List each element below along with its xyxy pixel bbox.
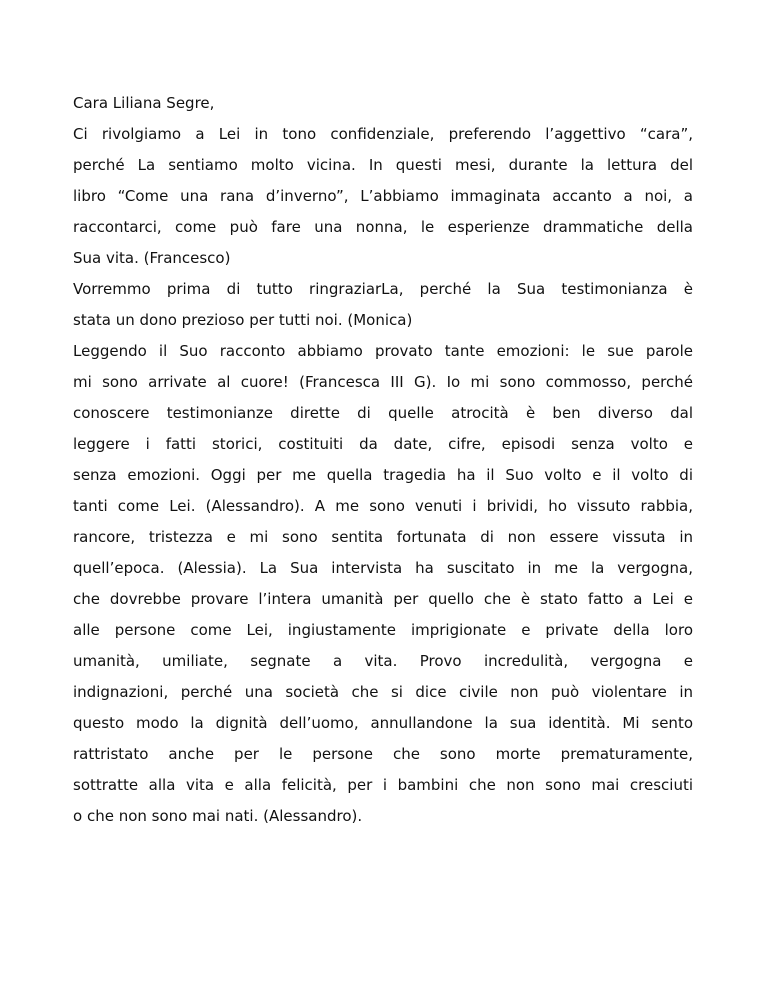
salutation-line: Cara Liliana Segre, — [73, 94, 215, 112]
text-line: conoscere testimonianze dirette di quelle atrocità è ben diverso dal — [73, 404, 693, 422]
text-line: leggere i fatti storici, costituiti da date, cifre, episodi senza volto e — [73, 435, 693, 453]
text-line: indignazioni, perché una società che si dice civile non può violentare in — [73, 683, 693, 701]
text-line: perché La sentiamo molto vicina. In questi mesi, durante la lettura del — [73, 156, 693, 174]
text-line: che dovrebbe provare l’intera umanità per quello che è stato fatto a Lei e — [73, 590, 693, 608]
text-line: sottratte alla vita e alla felicità, per i bambini che non sono mai cresciuti — [73, 776, 693, 794]
text-line: mi sono arrivate al cuore! (Francesca III G). Io mi sono commosso, perché — [73, 373, 693, 391]
letter-body — [73, 88, 693, 832]
text-line: raccontarci, come può fare una nonna, le esperienze drammatiche della — [73, 218, 693, 236]
text-line: Vorremmo prima di tutto ringraziarLa, perché la Sua testimonianza è — [73, 280, 693, 298]
text-line: Sua vita. (Francesco) — [73, 249, 231, 267]
text-line: umanità, umiliate, segnate a vita. Provo incredulità, vergogna e — [73, 652, 693, 670]
text-line: o che non sono mai nati. (Alessandro). — [73, 807, 363, 825]
text-line: tanti come Lei. (Alessandro). A me sono venuti i brividi, ho vissuto rabbia, — [73, 497, 693, 515]
text-line: rattristato anche per le persone che sono morte prematuramente, — [73, 745, 693, 763]
text-line: senza emozioni. Oggi per me quella tragedia ha il Suo volto e il volto di — [73, 466, 693, 484]
text-line: questo modo la dignità dell’uomo, annullandone la sua identità. Mi sento — [73, 714, 693, 732]
text-line: alle persone come Lei, ingiustamente imprigionate e private della loro — [73, 621, 693, 639]
text-line: rancore, tristezza e mi sono sentita fortunata di non essere vissuta in — [73, 528, 693, 546]
text-line: libro “Come una rana d’inverno”, L’abbiamo immaginata accanto a noi, a — [73, 187, 693, 205]
text-line: stata un dono prezioso per tutti noi. (Monica) — [73, 311, 413, 329]
text-line: Leggendo il Suo racconto abbiamo provato tante emozioni: le sue parole — [73, 342, 693, 360]
text-line: Ci rivolgiamo a Lei in tono confidenziale, preferendo l’aggettivo “cara”, — [73, 125, 693, 143]
text-line: quell’epoca. (Alessia). La Sua intervista ha suscitato in me la vergogna, — [73, 559, 693, 577]
